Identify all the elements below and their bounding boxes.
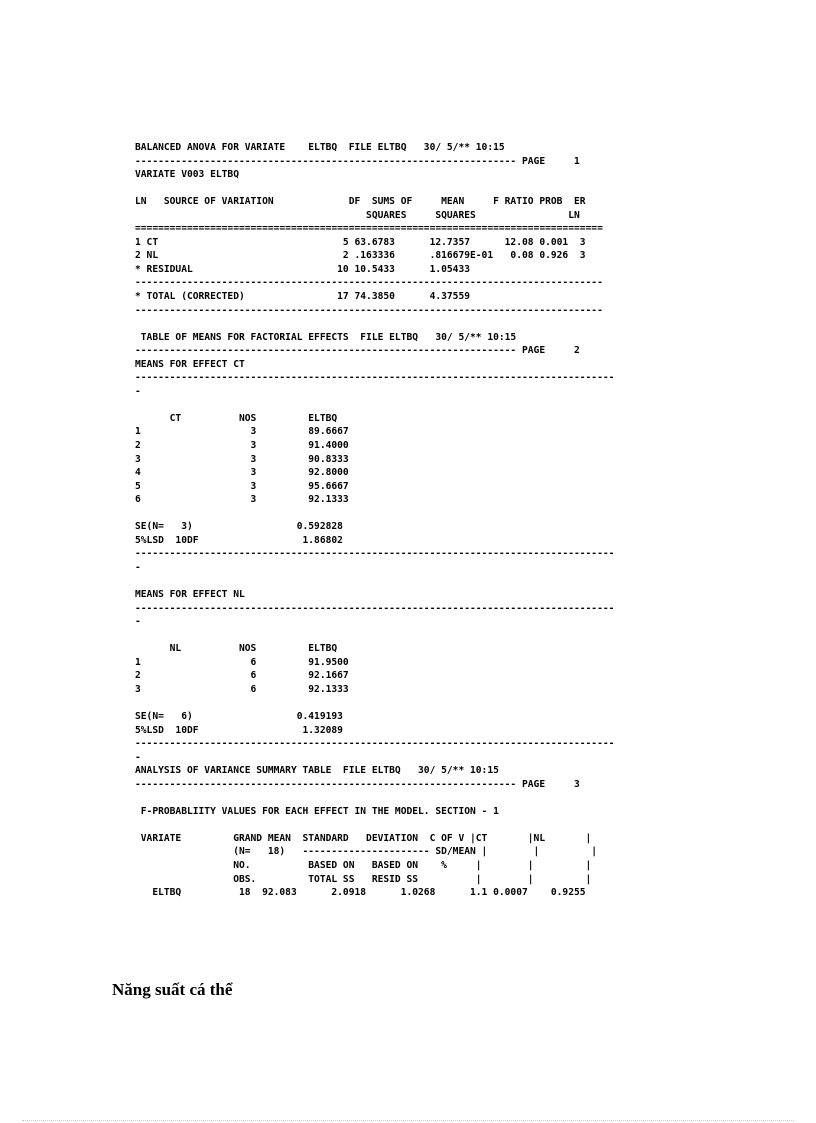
summary-blank bbox=[135, 791, 614, 805]
means-nl-row-2: 2 6 92.1667 bbox=[135, 670, 349, 682]
means-nl-rule: ----------------------------------------------------------------------------------- bbox=[135, 602, 615, 614]
means-rule-page: ------------------------------------------------------------------ PAGE 2 bbox=[135, 345, 580, 357]
means-nl-row-3: 3 6 92.1333 bbox=[135, 683, 349, 695]
anova-double-rule: ================================================================================= bbox=[135, 223, 603, 235]
means-ct-end-rule: ----------------------------------------------------------------------------------- bbox=[135, 548, 615, 560]
anova-printout bbox=[135, 141, 614, 900]
anova-mid-rule: --------------------------------------------------------------------------------- bbox=[135, 277, 603, 289]
means-ct-row-2: 2 3 91.4000 bbox=[135, 440, 349, 452]
summary-rule-page: ------------------------------------------------------------------ PAGE 3 bbox=[135, 778, 580, 790]
summary-line-5: ELTBQ 18 92.083 2.0918 1.0268 1.1 0.0007 0.9255 bbox=[135, 887, 586, 899]
means-nl-blank bbox=[135, 575, 614, 589]
means-nl-se: SE(N= 6) 0.419193 bbox=[135, 710, 343, 722]
means-nl-blank-2 bbox=[135, 629, 614, 643]
means-ct-title: MEANS FOR EFFECT CT bbox=[135, 358, 245, 370]
means-ct-row-6: 6 3 92.1333 bbox=[135, 494, 349, 506]
means-ct-row-3: 3 3 90.8333 bbox=[135, 453, 349, 465]
means-ct-row-4: 4 3 92.8000 bbox=[135, 467, 349, 479]
means-nl-end-dash: - bbox=[135, 751, 141, 763]
anova-end-rule: --------------------------------------------------------------------------------- bbox=[135, 304, 603, 316]
means-ct-blank-2 bbox=[135, 507, 614, 521]
means-nl-lsd: 5%LSD 10DF 1.32089 bbox=[135, 724, 343, 736]
anova-header: BALANCED ANOVA FOR VARIATE ELTBQ FILE ELTBQ 30/ 5/** 10:15 bbox=[135, 142, 505, 153]
anova-row-residual: * RESIDUAL 10 10.5433 1.05433 bbox=[135, 263, 471, 275]
means-nl-dash: - bbox=[135, 616, 141, 628]
means-nl-head: NL NOS ELTBQ bbox=[135, 643, 338, 655]
means-ct-blank bbox=[135, 398, 614, 412]
summary-line-1: VARIATE GRAND MEAN STANDARD DEVIATION C OF V |CT |NL | bbox=[135, 832, 592, 844]
means-header: TABLE OF MEANS FOR FACTORIAL EFFECTS FILE ELTBQ 30/ 5/** 10:15 bbox=[135, 331, 517, 343]
means-nl-end-rule: ----------------------------------------------------------------------------------- bbox=[135, 738, 615, 750]
anova-variate: VARIATE V003 ELTBQ bbox=[135, 169, 239, 181]
means-ct-row-1: 1 3 89.6667 bbox=[135, 426, 349, 438]
means-ct-rule: ----------------------------------------------------------------------------------- bbox=[135, 372, 615, 384]
section-heading: Năng suất cá thể bbox=[112, 980, 233, 999]
means-ct-se: SE(N= 3) 0.592828 bbox=[135, 521, 343, 533]
anova-blank bbox=[135, 182, 614, 196]
means-nl-title: MEANS FOR EFFECT NL bbox=[135, 589, 245, 601]
anova-row-ct: 1 CT 5 63.6783 12.7357 12.08 0.001 3 bbox=[135, 236, 586, 248]
means-ct-lsd: 5%LSD 10DF 1.86802 bbox=[135, 534, 343, 546]
anova-row-nl: 2 NL 2 .163336 .816679E-01 0.08 0.926 3 bbox=[135, 250, 586, 262]
means-ct-head: CT NOS ELTBQ bbox=[135, 412, 338, 424]
means-ct-dash: - bbox=[135, 385, 141, 397]
summary-line-2: (N= 18) ---------------------- SD/MEAN | | | bbox=[135, 846, 598, 858]
summary-header: ANALYSIS OF VARIANCE SUMMARY TABLE FILE ELTBQ 30/ 5/** 10:15 bbox=[135, 765, 499, 777]
means-ct-end-dash: - bbox=[135, 561, 141, 573]
anova-column-header-2: SQUARES SQUARES LN bbox=[135, 209, 580, 221]
anova-rule-page: ------------------------------------------------------------------ PAGE 1 bbox=[135, 155, 580, 167]
summary-fprob: F-PROBABLIITY VALUES FOR EACH EFFECT IN THE MODEL. SECTION - 1 bbox=[135, 805, 499, 817]
anova-total: * TOTAL (CORRECTED) 17 74.3850 4.37559 bbox=[135, 291, 471, 303]
summary-line-4: OBS. TOTAL SS RESID SS | | | bbox=[135, 873, 592, 885]
anova-column-header-1: LN SOURCE OF VARIATION DF SUMS OF MEAN F RATIO PROB ER bbox=[135, 196, 586, 208]
summary-blank-2 bbox=[135, 818, 614, 832]
means-nl-blank-3 bbox=[135, 696, 614, 710]
summary-line-3: NO. BASED ON BASED ON % | | | bbox=[135, 859, 592, 871]
page-bottom-divider bbox=[22, 1120, 794, 1121]
means-nl-row-1: 1 6 91.9500 bbox=[135, 656, 349, 668]
means-ct-row-5: 5 3 95.6667 bbox=[135, 480, 349, 492]
means-blank bbox=[135, 317, 614, 331]
